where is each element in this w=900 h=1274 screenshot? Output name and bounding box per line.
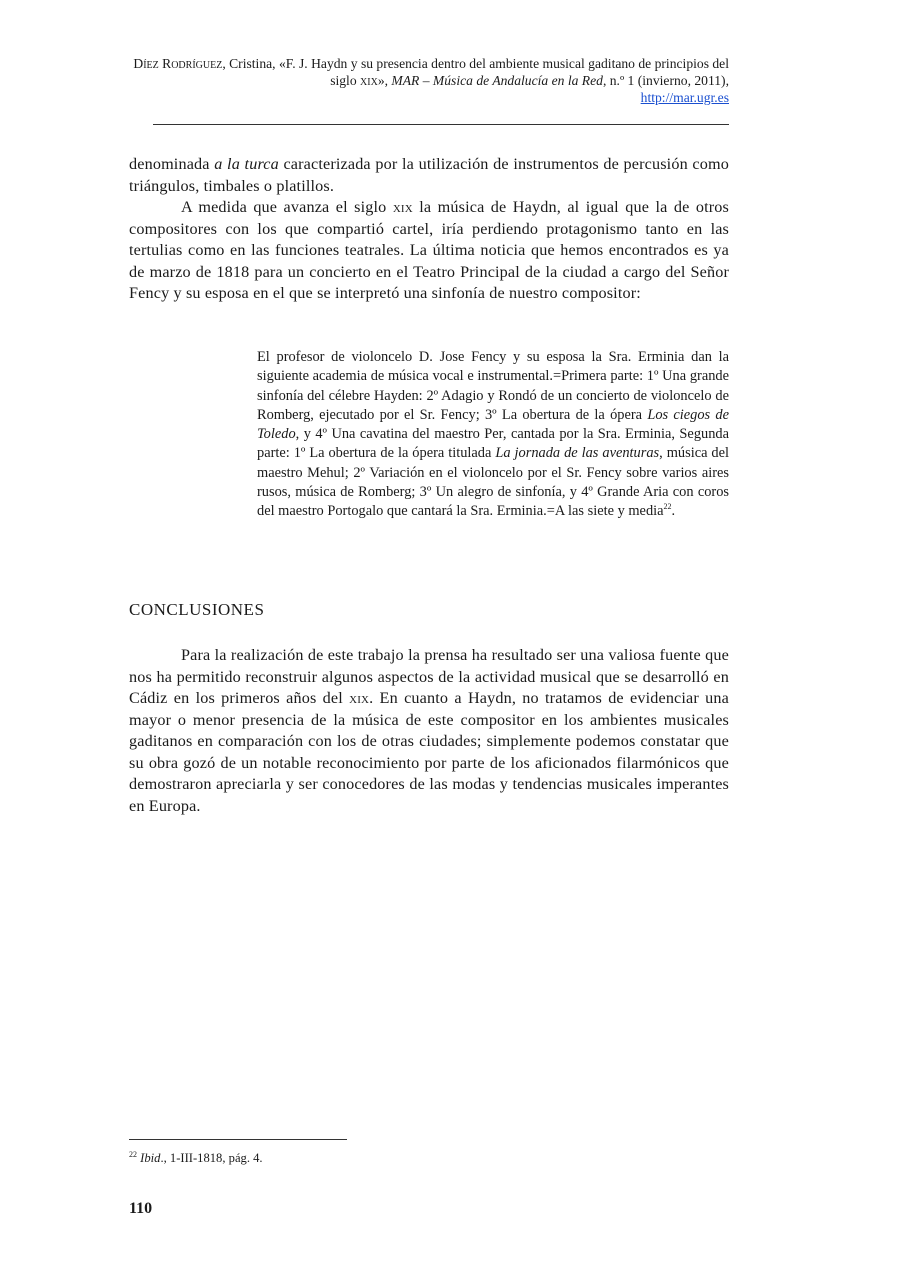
opera-title-1: Los ciegos de Toledo <box>257 406 729 443</box>
century-label: xix <box>360 73 378 88</box>
section-heading: CONCLUSIONES <box>129 600 265 619</box>
footnote-number: 22 <box>129 1149 137 1159</box>
page-number: 110 <box>129 1200 153 1217</box>
opera-title-2: La jornada de las aventuras <box>495 445 660 462</box>
journal-url-link[interactable]: http://mar.ugr.es <box>640 90 729 105</box>
running-header: Díez Rodríguez, Cristina, «F. J. Haydn y su presencia dentro del ambiente musical gaditano de principios del siglo xix», MAR – Música de Andalucía en la Red, n.º 1 (invierno, 2011), http://mar.ugr.es <box>133 56 729 105</box>
footnote-divider <box>129 1139 347 1140</box>
paragraph-2: A medida que avanza el siglo xix la música de Haydn, al igual que la de otros compositores con los que compartió cartel, iría perdiendo protagonismo tanto en las tertulias como en las funciones teatrales. La última noticia que hemos encontrados es ya de marzo de 1818 para un concierto en el Teatro Principal de la ciudad a cargo del Señor Fency y su esposa en el que se interpretó una sinfonía de nuestro compositor: <box>129 198 729 302</box>
footnote-ref[interactable]: 22 <box>663 502 672 512</box>
issue-info: , n.º 1 (invierno, 2011), <box>602 73 729 88</box>
article-title: , Cristina, «F. J. Haydn y su presencia dentro del ambiente musical gaditano de principios del siglo <box>222 56 729 88</box>
conclusions-paragraph: Para la realización de este trabajo la prensa ha resultado ser una valiosa fuente que nos ha permitido reconstruir algunos aspectos de la actividad musical que se desarrolló en Cádiz en los primeros años del xix. En cuanto a Haydn, no tratamos de evidenciar una mayor o menor presencia de la música de este compositor en los ambientes musicales gaditanos en comparación con los de otras ciudades; simplemente podemos constatar que su obra gozó de un notable reconocimiento por parte de los aficionados filarmónicos que demostraron apreciarla y ser conocedores de las modas y tendencias musicales imperantes en Europa. <box>129 646 729 815</box>
paragraph-1: denominada a la turca caracterizada por la utilización de instrumentos de percusión como triángulos, timbales o platillos. <box>129 155 729 195</box>
footnote: $^{22}$ Ibid., 1-III-1818, pág. 4. <box>129 1149 263 1165</box>
author-surname: Díez Rodríguez <box>133 56 223 71</box>
journal-name: MAR – Música de Andalucía en la Red <box>391 73 603 88</box>
header-divider <box>153 124 729 125</box>
block-quote: El profesor de violoncelo D. Jose Fency y su esposa la Sra. Erminia dan la siguiente academia de música vocal e instrumental.=Primera parte: 1º Una grande sinfonía del célebre Hayden: 2º Adagio y Rondó de un concierto de violoncelo de Romberg, ejecutado por el Sr. Fency; 3º La obertura de la ópera Los ciegos de Toledo, y 4º Una cavatina del maestro Per, cantada por la Sra. Erminia, Segunda parte: 1º La obertura de la ópera titulada La jornada de las aventuras, música del maestro Mehul; 2º Variación en el violoncelo por el Sr. Fency sobre varios aires rusos, música de Romberg; 3º Un alegro de sinfonía, y 4º Grande Aria con coros del maestro Portogalo que cantará la Sra. Erminia.=A las siete y media$^{22}$. <box>257 349 730 520</box>
italic-term: a la turca <box>214 155 279 173</box>
